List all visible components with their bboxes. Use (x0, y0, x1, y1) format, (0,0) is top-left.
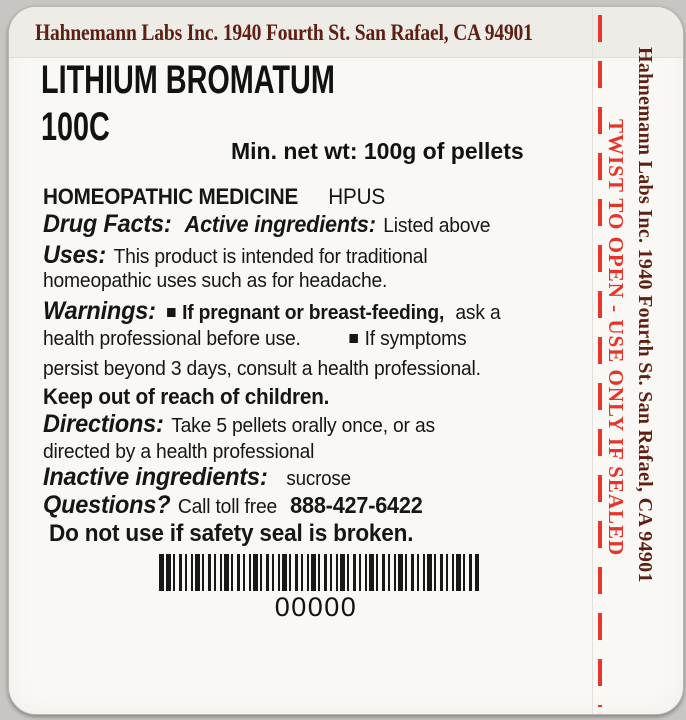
uses-text-1: This product is intended for traditional (113, 245, 428, 268)
uses-line-1 (43, 241, 427, 270)
uses-text-2: homeopathic uses such as for headache. (43, 269, 388, 292)
net-weight: Min. net wt: 100g of pellets (231, 138, 524, 164)
manufacturer-address-vertical: Hahnemann Labs Inc. 1940 Fourth St. San Rafael, CA 94901 (634, 47, 656, 583)
product-title (41, 57, 335, 151)
directions-text-2: directed by a health professional (43, 440, 315, 463)
inactive-ingredients-heading: Inactive ingredients: (43, 463, 268, 491)
square-bullet-icon (167, 308, 175, 317)
warnings-line-3 (43, 357, 481, 381)
directions-text-1: Take 5 pellets orally once, or as (171, 414, 435, 437)
barcode (159, 554, 479, 591)
questions-text: Call toll free (177, 495, 278, 518)
directions-line-1 (43, 410, 435, 439)
active-ingredients-value: Listed above (383, 214, 491, 237)
twist-to-open-vertical-text: TWIST TO OPEN - USE ONLY IF SEALED (604, 119, 628, 557)
keep-out-text: Keep out of reach of children. (43, 384, 330, 409)
category-line (43, 184, 385, 210)
square-bullet-icon (350, 334, 358, 343)
inactive-ingredients-line (43, 463, 351, 492)
warnings-heading: Warnings: (43, 297, 156, 325)
warning-pregnant-cont: health professional before use. (43, 327, 301, 350)
uses-heading: Uses: (43, 241, 107, 269)
hpus-label: HPUS (328, 184, 385, 209)
warning-symptoms-lead: If symptoms (364, 327, 467, 350)
strip-cut-line (592, 7, 593, 714)
directions-heading: Directions: (43, 410, 164, 438)
warning-pregnant-tail: ask a (455, 301, 501, 324)
warning-pregnant-bold: If pregnant or breast-feeding, (182, 301, 445, 324)
directions-line-2 (43, 440, 314, 464)
perforation-dashed-line (598, 15, 602, 707)
uses-line-2 (43, 269, 387, 293)
drug-facts-heading: Drug Facts: (43, 210, 172, 238)
drug-facts-line (43, 210, 490, 239)
product-title-name: LITHIUM BROMATUM (41, 58, 335, 102)
warnings-line-1 (43, 297, 501, 326)
manufacturer-address: Hahnemann Labs Inc. 1940 Fourth St. San Rafael, CA 94901 (35, 20, 533, 45)
product-title-potency: 100C (41, 105, 110, 149)
warning-symptoms-cont: persist beyond 3 days, consult a health professional. (43, 357, 481, 380)
warnings-line-2 (43, 327, 466, 351)
questions-line (43, 491, 423, 520)
inactive-ingredients-value: sucrose (286, 468, 351, 490)
keep-out-line (43, 384, 329, 410)
active-ingredients-heading: Active ingredients: (184, 211, 376, 237)
questions-heading: Questions? (43, 491, 171, 519)
product-label (8, 6, 684, 715)
safety-seal-warning: Do not use if safety seal is broken. (49, 520, 414, 547)
toll-free-number: 888-427-6422 (290, 492, 423, 518)
category-label: HOMEOPATHIC MEDICINE (43, 184, 299, 209)
barcode-number: 00000 (274, 592, 358, 622)
